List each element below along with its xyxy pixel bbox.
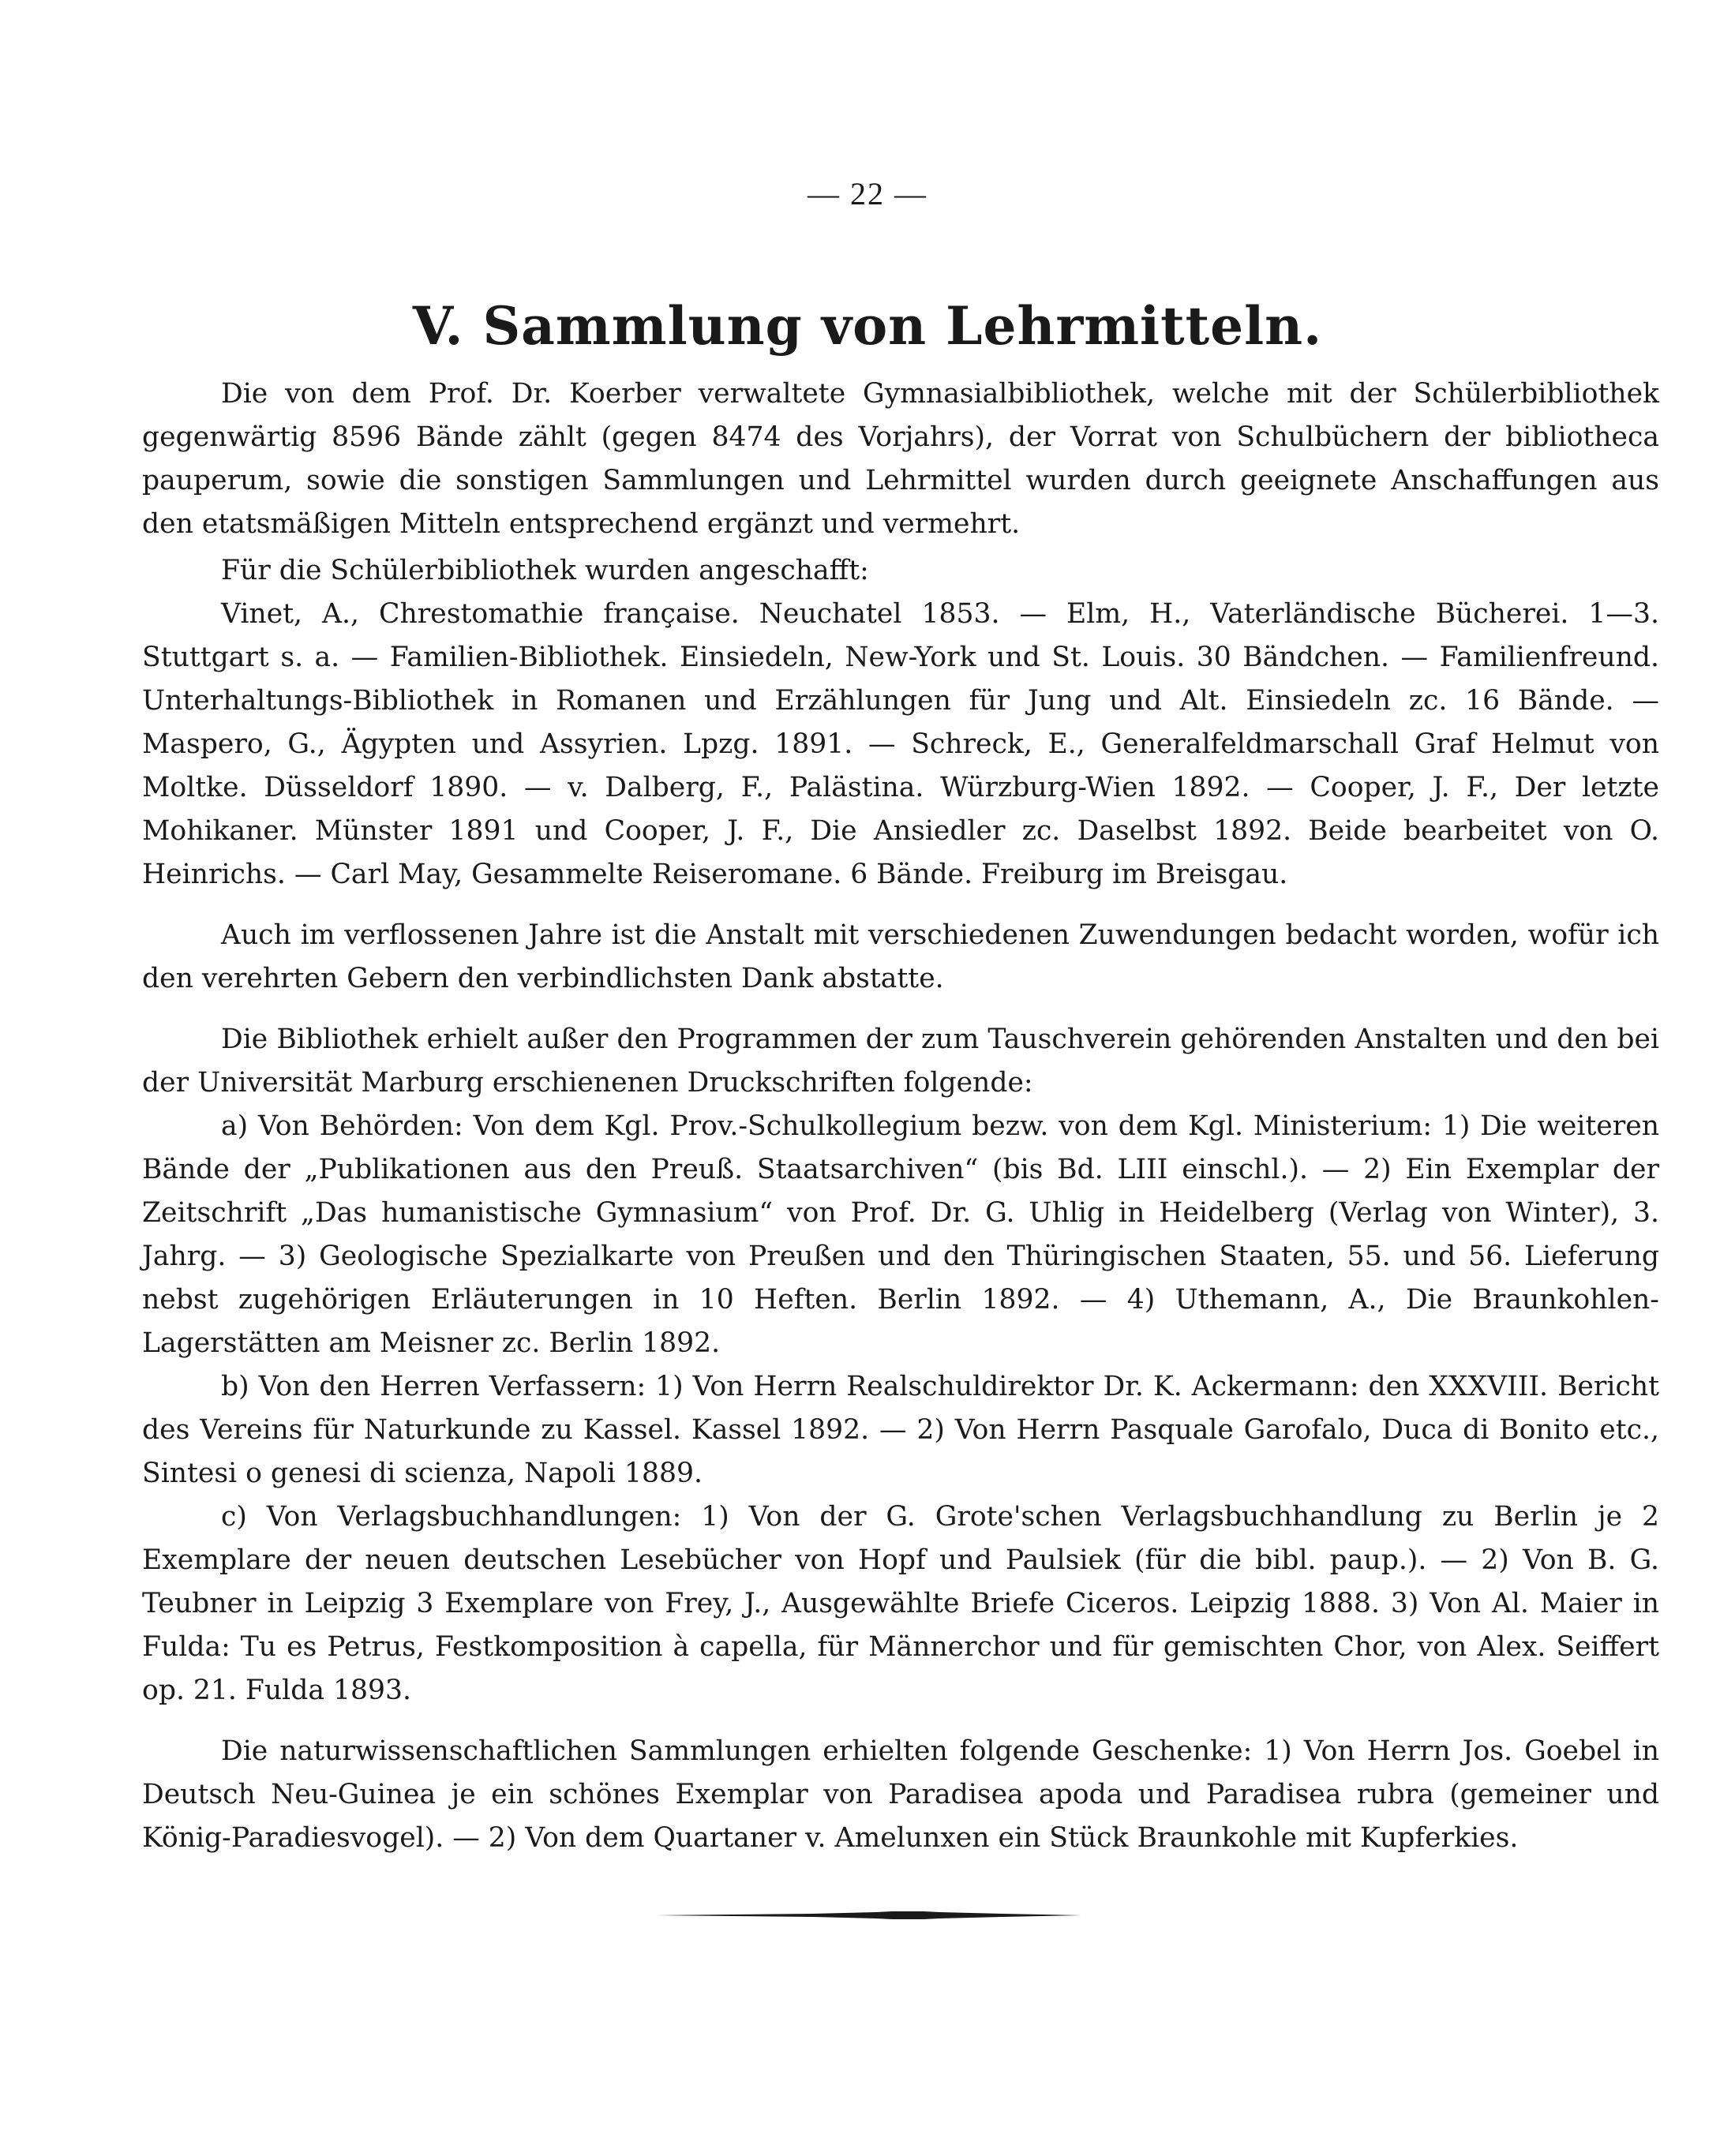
paragraph-from-publishers: c) Von Verlagsbuchhandlungen: 1) Von der G. Grote'schen Verlagsbuchhandlung zu Berlin je 2 Exemplare der neuen deutschen Lesebücher von Hopf und Paulsiek (für die bibl. paup.). — 2) Von B. G. Teubner in Leipzig 3 Exemplare von Frey, J., Ausgewählte Briefe Ciceros. Leipzig 1888. 3) Von Al. Maier in Fulda: Tu es Petrus, Festkomposition à capella, für Männerchor und für gemischten Chor, von Alex. Seiffert op. 21. Fulda 1893. [142, 1501, 1659, 1706]
paragraph-acquisitions-list: Vinet, A., Chrestomathie française. Neuchatel 1853. — Elm, H., Vaterländische Bücherei. 1—3. Stuttgart s. a. — Familien-Bibliothek. Einsiedeln, New-York und St. Louis. 30 Bändchen. — Familienfreund. Unterhaltungs-Bibliothek in Romanen und Erzählungen für Jung und Alt. Einsiedeln zc. 16 Bände. — Maspero, G., Ägypten und Assyrien. Lpzg. 1891. — Schreck, E., Generalfeldmarschall Graf Helmut von Moltke. Düsseldorf 1890. — v. Dalberg, F., Palästina. Würzburg-Wien 1892. — Cooper, J. F., Der letzte Mohikaner. Münster 1891 und Cooper, J. F., Die Ansiedler zc. Daselbst 1892. Beide bearbeitet von O. Heinrichs. — Carl May, Gesammelte Reiseromane. 6 Bände. Freiburg im Breisgau. [142, 598, 1659, 890]
paragraph-from-authorities: a) Von Behörden: Von dem Kgl. Prov.-Schulkollegium bezw. von dem Kgl. Ministerium: 1) Die weiteren Bände der „Publikationen aus den Preuß. Staatsarchiven“ (bis Bd. LIII einschl.). — 2) Ein Exemplar der Zeitschrift „Das humanistische Gymnasium“ von Prof. Dr. G. Uhlig in Heidelberg (Verlag von Winter), 3. Jahrg. — 3) Geologische Spezialkarte von Preußen und den Thüringischen Staaten, 55. und 56. Lieferung nebst zugehörigen Erläuterungen in 10 Heften. Berlin 1892. — 4) Uthemann, A., Die Braunkohlen-Lagerstätten am Meisner zc. Berlin 1892. [142, 1110, 1659, 1359]
section-heading: V. Sammlung von Lehrmitteln. [412, 295, 1323, 357]
end-divider [655, 1910, 1081, 1921]
paragraph-student-library-heading: Für die Schülerbibliothek wurden angeschafft: [221, 555, 869, 586]
body-text [142, 372, 1659, 1860]
paragraph-natural-science-gifts: Die naturwissenschaftlichen Sammlungen erhielten folgende Geschenke: 1) Von Herrn Jos. Goebel in Deutsch Neu-Guinea je ein schönes Exemplar von Paradisea apoda und Paradisea rubra (gemeiner und König-Paradiesvogel). — 2) Von dem Quartaner v. Amelunxen ein Stück Braunkohle mit Kupferkies. [142, 1735, 1659, 1854]
paragraph-from-authors: b) Von den Herren Verfassern: 1) Von Herrn Realschuldirektor Dr. K. Ackermann: den XXXVIII. Bericht des Vereins für Naturkunde zu Kassel. Kassel 1892. — 2) Von Herrn Pasquale Garofalo, Duca di Bonito etc., Sintesi o genesi di scienza, Napoli 1889. [142, 1371, 1659, 1489]
paragraph-donations-thanks: Auch im verflossenen Jahre ist die Anstalt mit verschiedenen Zuwendungen bedacht worden, wofür ich den verehrten Gebern den verbindlichsten Dank abstatte. [142, 919, 1659, 994]
page-number: — 22 — [808, 176, 927, 211]
paragraph-library-received: Die Bibliothek erhielt außer den Programmen der zum Tauschverein gehörenden Anstalten und den bei der Universität Marburg erschienenen Druckschriften folgende: [142, 1024, 1659, 1099]
paragraph-library-intro: Die von dem Prof. Dr. Koerber verwaltete Gymnasialbibliothek, welche mit der Schülerbibliothek gegenwärtig 8596 Bände zählt (gegen 8474 des Vorjahrs), der Vorrat von Schulbüchern der bibliotheca pauperum, sowie die sonstigen Sammlungen und Lehrmittel wurden durch geeignete Anschaffungen aus den etatsmäßigen Mitteln entsprechend ergänzt und vermehrt. [142, 378, 1659, 540]
